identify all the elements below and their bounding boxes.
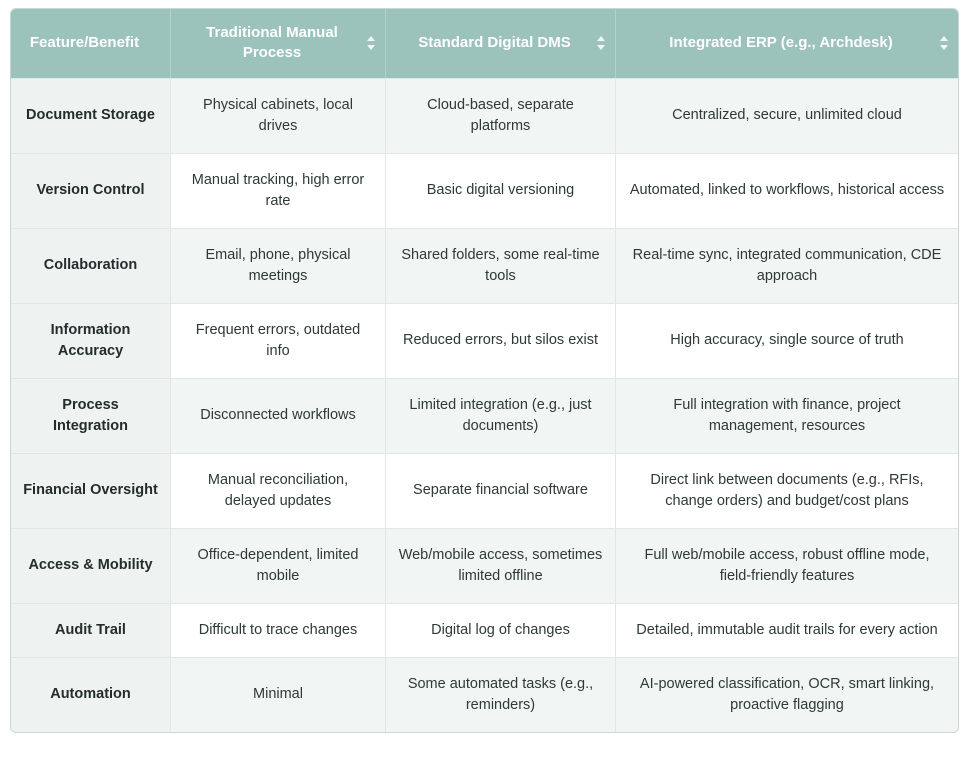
sort-arrows-icon[interactable] — [597, 35, 606, 51]
cell-feature: Process Integration — [11, 378, 171, 453]
table-row — [11, 78, 958, 153]
cell-manual: Office-dependent, limited mobile — [171, 528, 386, 603]
cell-erp: Detailed, immutable audit trails for every action — [616, 603, 958, 657]
cell-dms: Limited integration (e.g., just documents) — [386, 378, 616, 453]
cell-erp: Automated, linked to workflows, historical access — [616, 153, 958, 228]
feature-comparison-table — [10, 8, 959, 733]
column-header-manual[interactable] — [171, 9, 386, 78]
column-header-dms-label: Standard Digital DMS — [418, 34, 571, 52]
table-header — [11, 9, 958, 78]
column-header-feature-label: Feature/Benefit — [29, 34, 140, 52]
cell-dms: Web/mobile access, sometimes limited offline — [386, 528, 616, 603]
table-row — [11, 228, 958, 303]
cell-feature: Version Control — [11, 153, 171, 228]
table-row — [11, 303, 958, 378]
cell-feature: Audit Trail — [11, 603, 171, 657]
cell-dms: Digital log of changes — [386, 603, 616, 657]
cell-dms: Some automated tasks (e.g., reminders) — [386, 657, 616, 732]
cell-feature: Document Storage — [11, 78, 171, 153]
cell-dms: Separate financial software — [386, 453, 616, 528]
column-header-manual-label: Traditional Manual Process — [206, 24, 338, 62]
cell-manual: Minimal — [171, 657, 386, 732]
cell-erp: AI-powered classification, OCR, smart linking, proactive flagging — [616, 657, 958, 732]
column-header-feature[interactable] — [11, 9, 171, 78]
cell-manual: Manual tracking, high error rate — [171, 153, 386, 228]
cell-dms: Reduced errors, but silos exist — [386, 303, 616, 378]
cell-erp: Full integration with finance, project management, resources — [616, 378, 958, 453]
cell-manual: Disconnected workflows — [171, 378, 386, 453]
table-row — [11, 528, 958, 603]
cell-dms: Cloud-based, separate platforms — [386, 78, 616, 153]
cell-erp: High accuracy, single source of truth — [616, 303, 958, 378]
cell-erp: Real-time sync, integrated communication, CDE approach — [616, 228, 958, 303]
cell-feature: Automation — [11, 657, 171, 732]
table-body — [11, 78, 958, 732]
cell-feature: Collaboration — [11, 228, 171, 303]
column-header-erp-label: Integrated ERP (e.g., Archdesk) — [669, 34, 893, 52]
sort-arrows-icon[interactable] — [367, 35, 376, 51]
cell-dms: Shared folders, some real-time tools — [386, 228, 616, 303]
cell-feature: Information Accuracy — [11, 303, 171, 378]
cell-erp: Direct link between documents (e.g., RFIs, change orders) and budget/cost plans — [616, 453, 958, 528]
cell-manual: Email, phone, physical meetings — [171, 228, 386, 303]
table-row — [11, 453, 958, 528]
cell-manual: Physical cabinets, local drives — [171, 78, 386, 153]
table-row — [11, 153, 958, 228]
cell-feature: Access & Mobility — [11, 528, 171, 603]
cell-dms: Basic digital versioning — [386, 153, 616, 228]
sort-arrows-icon[interactable] — [940, 35, 949, 51]
cell-feature: Financial Oversight — [11, 453, 171, 528]
table-row — [11, 378, 958, 453]
cell-manual: Manual reconciliation, delayed updates — [171, 453, 386, 528]
cell-erp: Full web/mobile access, robust offline mode, field-friendly features — [616, 528, 958, 603]
table-row — [11, 603, 958, 657]
table-header-row — [11, 9, 958, 78]
table-row — [11, 657, 958, 732]
column-header-erp[interactable] — [616, 9, 958, 78]
cell-manual: Difficult to trace changes — [171, 603, 386, 657]
cell-erp: Centralized, secure, unlimited cloud — [616, 78, 958, 153]
column-header-dms[interactable] — [386, 9, 616, 78]
cell-manual: Frequent errors, outdated info — [171, 303, 386, 378]
